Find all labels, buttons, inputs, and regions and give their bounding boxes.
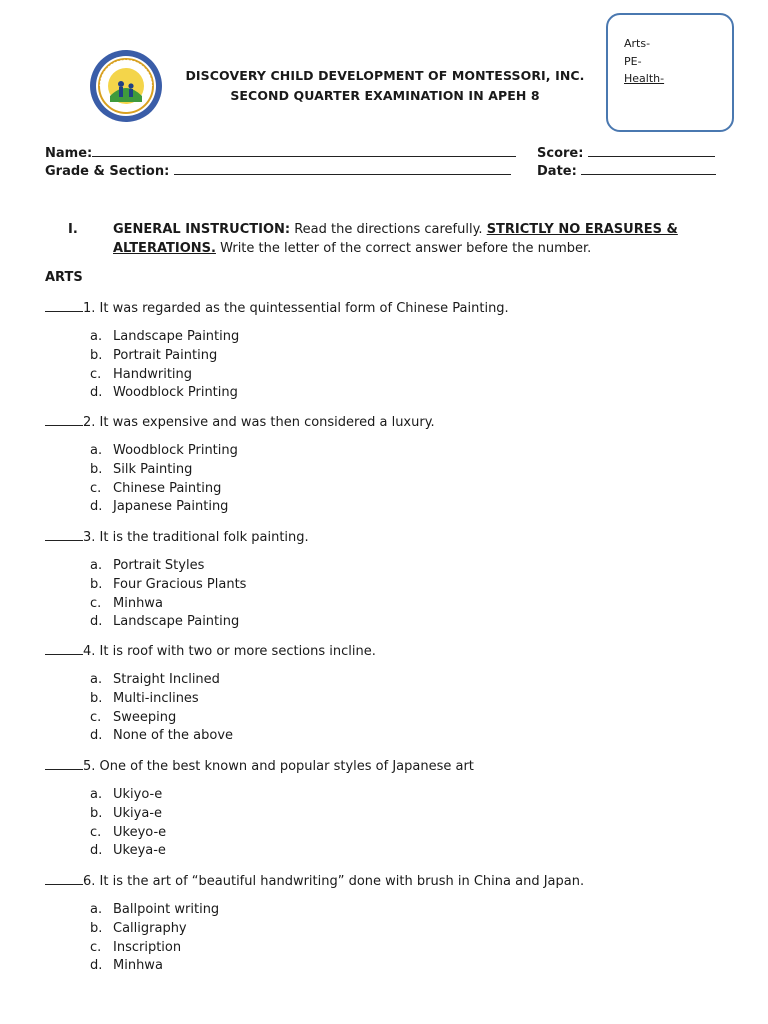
option-item <box>90 367 192 382</box>
option-item <box>90 691 199 706</box>
option-letter: a. <box>90 902 103 917</box>
option-item <box>90 921 187 936</box>
question-stem: 4. It is roof with two or more sections incline. <box>83 644 376 659</box>
option-item <box>90 710 176 725</box>
option-letter: b. <box>90 805 103 821</box>
option-letter: c. <box>90 366 102 382</box>
question-3 <box>45 529 309 545</box>
option-letter: c. <box>90 480 102 496</box>
option-item <box>90 940 181 955</box>
option-item <box>90 902 219 917</box>
option-item <box>90 499 228 514</box>
option-letter: a. <box>90 672 103 687</box>
option-text: Woodblock Printing <box>113 385 238 401</box>
answer-blank[interactable] <box>45 300 83 312</box>
question-stem: 6. It is the art of “beautiful handwriting” done with brush in China and Japan. <box>83 874 585 889</box>
school-name: DISCOVERY CHILD DEVELOPMENT OF MONTESSORI, INC. <box>185 68 585 83</box>
question-stem: 2. It was expensive and was then considered a luxury. <box>83 415 435 430</box>
option-letter: b. <box>90 576 103 592</box>
option-text: Inscription <box>113 939 182 955</box>
option-text: Minhwa <box>113 958 163 974</box>
exam-title: SECOND QUARTER EXAMINATION IN APEH 8 <box>230 88 540 103</box>
option-text: Sweeping <box>113 709 177 725</box>
score-box <box>606 13 734 132</box>
instruction-text <box>113 220 703 258</box>
option-item <box>90 806 162 821</box>
date-line[interactable] <box>581 163 716 175</box>
score-line[interactable] <box>588 145 715 157</box>
option-text: None of the above <box>113 728 234 744</box>
date-label: Date: <box>537 164 577 179</box>
name-field[interactable] <box>45 145 516 161</box>
option-text: Ukiyo-e <box>113 787 163 802</box>
option-text: Handwriting <box>113 366 193 382</box>
option-text: Multi-inclines <box>113 690 199 706</box>
option-item <box>90 481 221 496</box>
option-letter: b. <box>90 690 103 706</box>
option-item <box>90 787 162 802</box>
section-title: ARTS <box>45 270 83 285</box>
option-item <box>90 558 204 573</box>
instruction-text-1: Read the directions carefully. <box>290 222 487 237</box>
grade-section-line[interactable] <box>174 163 511 175</box>
option-item <box>90 958 163 973</box>
name-line[interactable] <box>92 145 516 157</box>
option-text: Ukeyo-e <box>113 824 167 840</box>
question-stem: 1. It was regarded as the quintessential form of Chinese Painting. <box>83 301 509 316</box>
grade-section-field[interactable] <box>45 163 511 179</box>
option-letter: b. <box>90 347 103 363</box>
option-letter: d. <box>90 958 103 974</box>
option-item <box>90 672 220 687</box>
grade-section-label: Grade & Section: <box>45 164 170 179</box>
option-text: Ukeya-e <box>113 843 166 859</box>
option-letter: a. <box>90 558 103 573</box>
option-item <box>90 577 246 592</box>
option-letter: c. <box>90 824 102 840</box>
option-item <box>90 385 238 400</box>
question-stem: 3. It is the traditional folk painting. <box>83 530 309 545</box>
name-label: Name: <box>45 146 93 161</box>
option-text: Chinese Painting <box>113 480 222 496</box>
school-logo <box>88 48 164 124</box>
instruction-number: I. <box>68 222 78 237</box>
question-2 <box>45 414 435 430</box>
option-letter: c. <box>90 939 102 955</box>
option-letter: b. <box>90 920 103 936</box>
option-text: Ballpoint writing <box>113 902 220 917</box>
option-item <box>90 443 238 458</box>
option-text: Ukiya-e <box>113 805 163 821</box>
instruction-strict: STRICTLY NO ERASURES & ALTERATIONS. <box>113 222 678 256</box>
instruction-text-2: Write the letter of the correct answer before the number. <box>215 241 592 256</box>
option-letter: a. <box>90 443 103 458</box>
option-letter: d. <box>90 499 103 515</box>
option-letter: d. <box>90 385 103 401</box>
option-letter: d. <box>90 843 103 859</box>
option-letter: d. <box>90 728 103 744</box>
answer-blank[interactable] <box>45 529 83 541</box>
question-stem: 5. One of the best known and popular styles of Japanese art <box>83 759 474 774</box>
answer-blank[interactable] <box>45 758 83 770</box>
option-text: Portrait Styles <box>113 558 205 573</box>
option-text: Landscape Painting <box>113 614 240 630</box>
option-letter: d. <box>90 614 103 630</box>
option-letter: a. <box>90 329 103 344</box>
question-4 <box>45 643 376 659</box>
question-1 <box>45 300 509 316</box>
option-item <box>90 825 166 840</box>
score-arts: Arts- <box>624 37 651 50</box>
answer-blank[interactable] <box>45 414 83 426</box>
option-item <box>90 614 239 629</box>
option-letter: c. <box>90 595 102 611</box>
option-text: Four Gracious Plants <box>113 576 247 592</box>
option-item <box>90 348 217 363</box>
score-pe: PE- <box>624 54 642 68</box>
option-letter: b. <box>90 461 103 477</box>
score-label: Score: <box>537 146 584 161</box>
option-item <box>90 329 239 344</box>
option-text: Calligraphy <box>113 920 187 936</box>
option-text: Silk Painting <box>113 461 193 477</box>
option-text: Japanese Painting <box>113 499 229 515</box>
date-field[interactable] <box>537 163 716 179</box>
score-health: Health- <box>624 72 665 85</box>
option-letter: a. <box>90 787 103 802</box>
option-item <box>90 728 233 743</box>
option-letter: c. <box>90 709 102 725</box>
instruction-label: GENERAL INSTRUCTION: <box>113 222 291 237</box>
option-text: Woodblock Printing <box>113 443 238 458</box>
option-item <box>90 462 192 477</box>
option-text: Landscape Painting <box>113 329 240 344</box>
option-item <box>90 843 166 858</box>
option-text: Straight Inclined <box>113 672 220 687</box>
option-text: Portrait Painting <box>113 347 218 363</box>
score-field[interactable] <box>537 145 715 161</box>
question-6 <box>45 873 584 889</box>
answer-blank[interactable] <box>45 873 83 885</box>
option-item <box>90 596 163 611</box>
answer-blank[interactable] <box>45 643 83 655</box>
question-5 <box>45 758 474 774</box>
option-text: Minhwa <box>113 595 163 611</box>
